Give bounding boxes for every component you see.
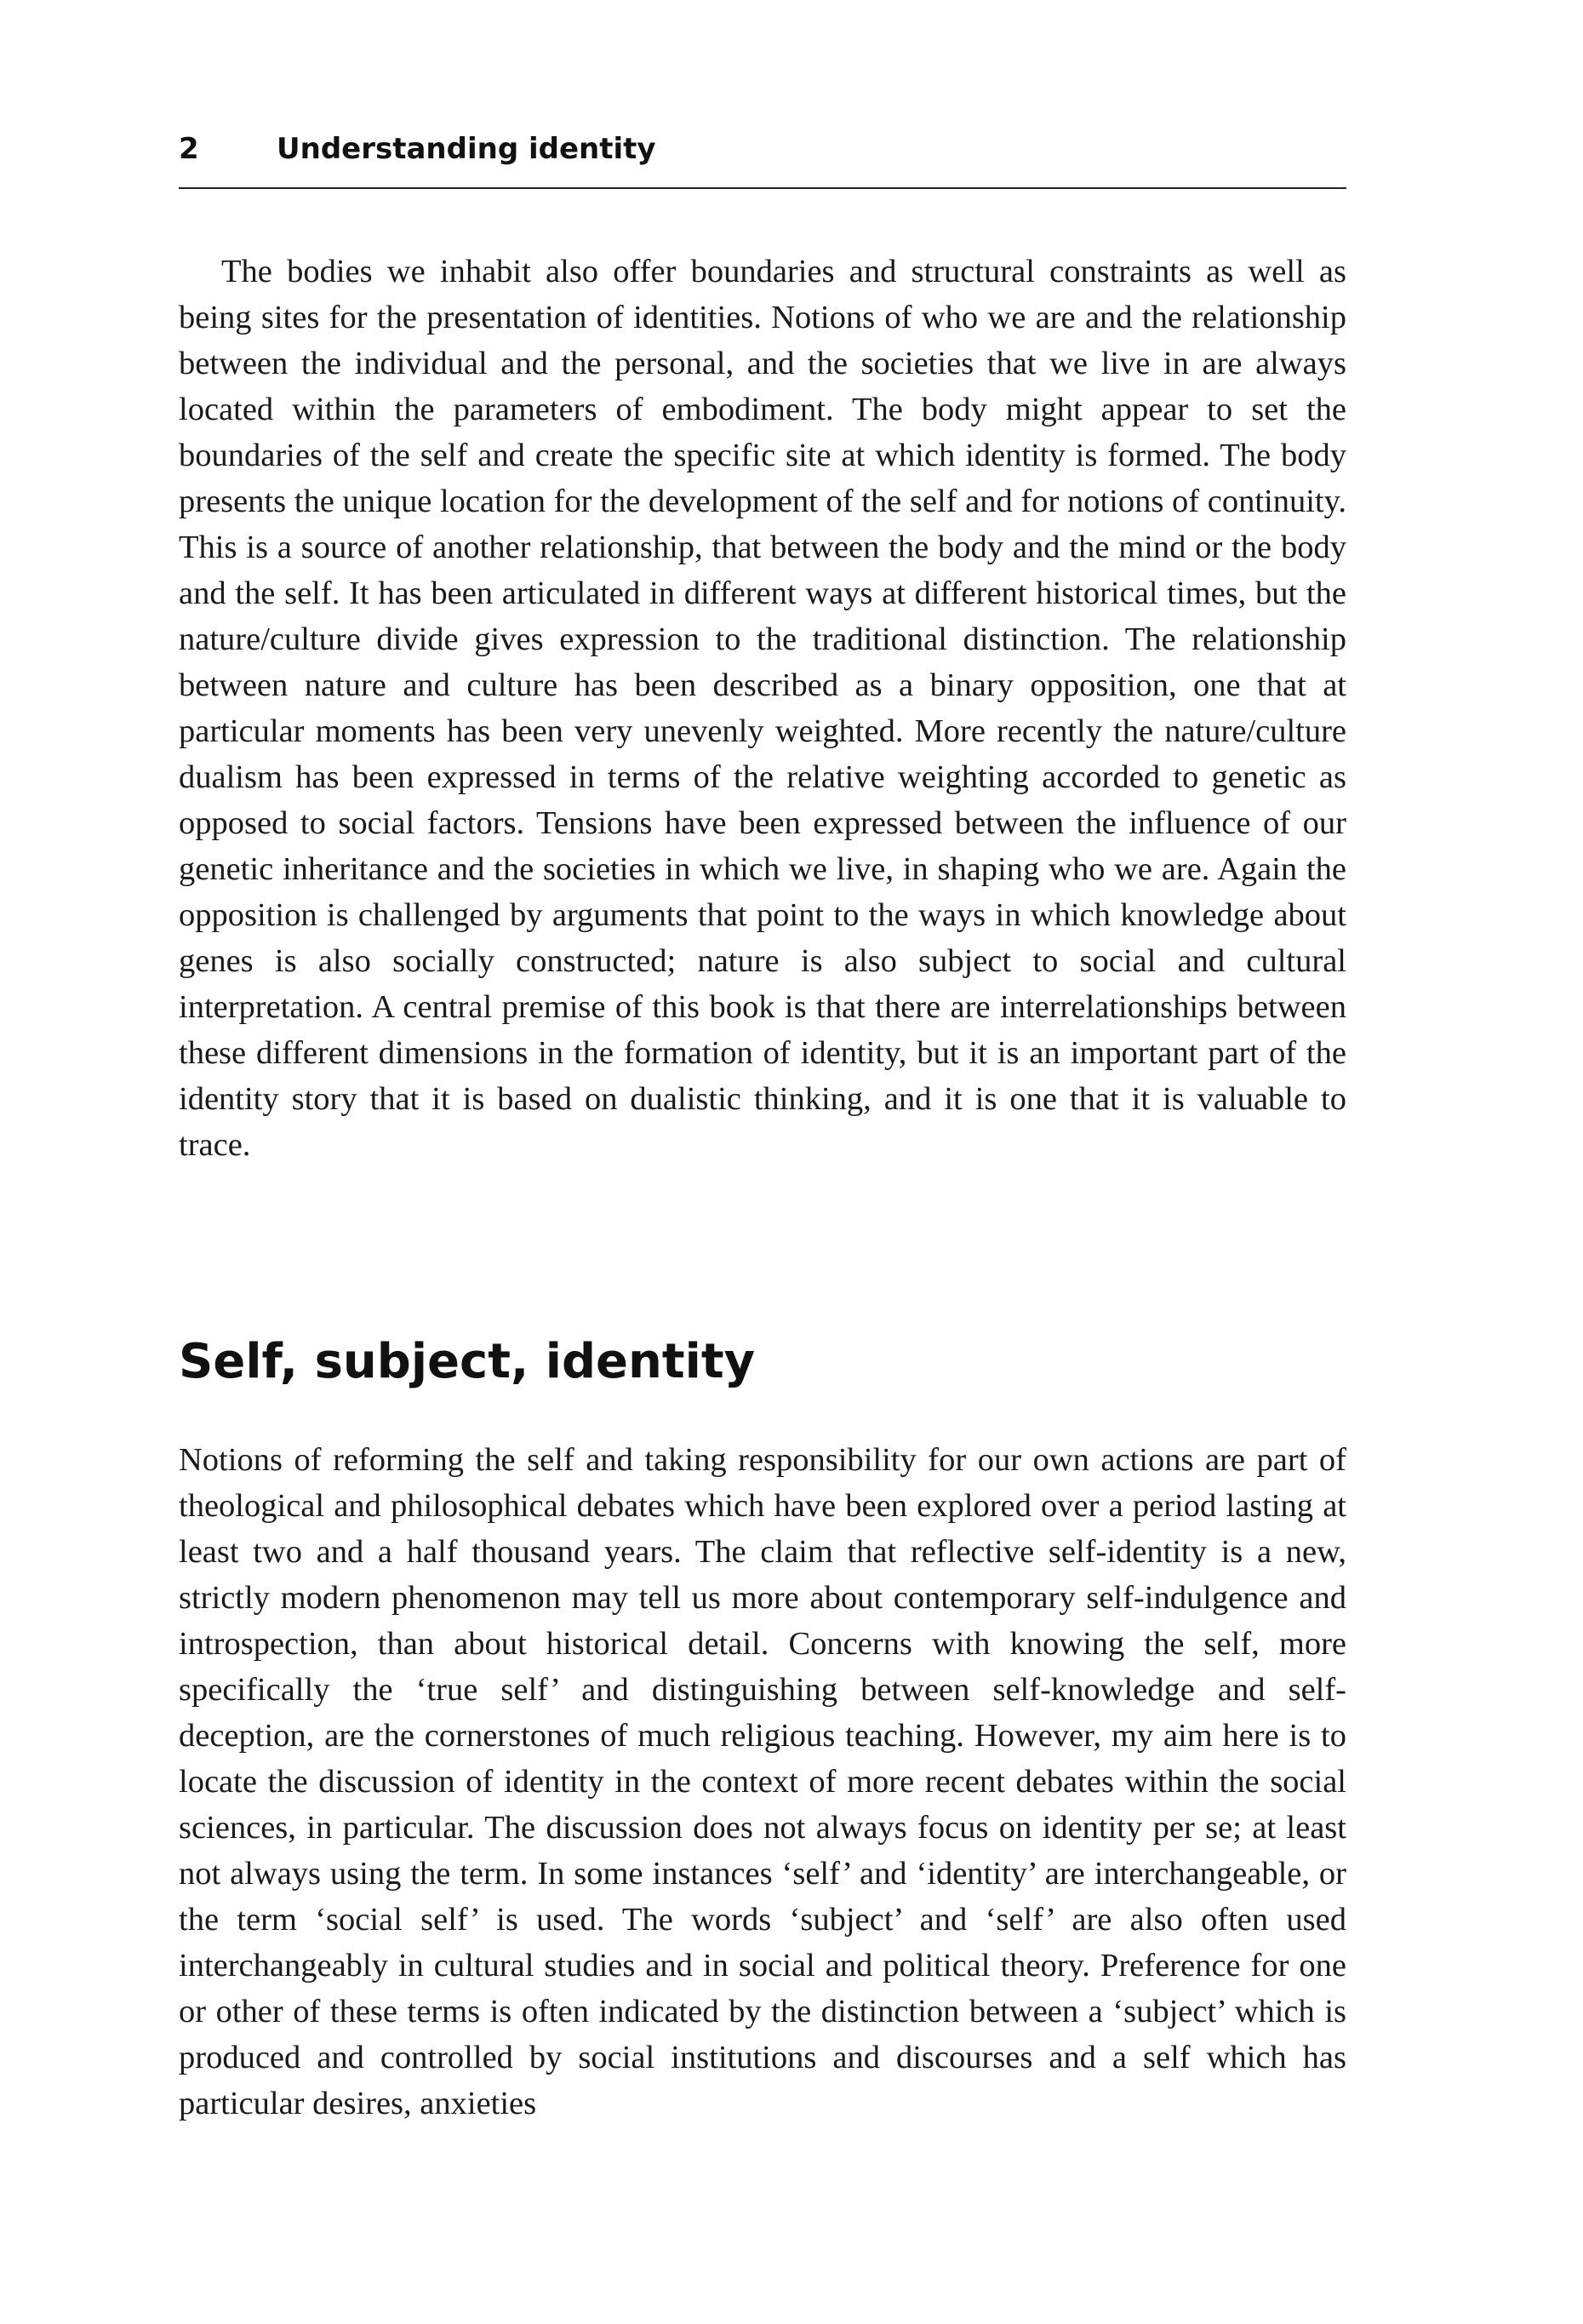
running-head-title: Understanding identity (277, 132, 656, 166)
body-paragraph-1: The bodies we inhabit also offer boundaries and structural constraints as well as being sites for the presentation of identities. Notions of who we are and the relationship between the individual and the personal, and the societies that we live in are always located within the parameters of embodiment. The body might appear to set the boundaries of the self and create the specific site at which identity is formed. The body presents the unique location for the development of the self and for notions of continuity. This is a source of another relationship, that between the body and the mind or the body and the self. It has been articulated in different ways at different historical times, but the nature/culture divide gives expression to the traditional distinction. The relationship between nature and culture has been described as a binary opposition, one that at particular moments has been very unevenly weighted. More recently the nature/culture dualism has been expressed in terms of the relative weighting accorded to genetic as opposed to social factors. Tensions have been expressed between the influence of our genetic inheritance and the societies in which we live, in shaping who we are. Again the opposition is challenged by arguments that point to the ways in which knowledge about genes is also socially constructed; nature is also subject to social and cultural interpretation. A central premise of this book is that there are interrelationships between these different dimensions in the formation of identity, but it is an important part of the identity story that it is based on dualistic thinking, and it is one that it is valuable to trace. (179, 254, 1346, 1163)
body-paragraph-2: Notions of reforming the self and taking responsibility for our own actions are part of theological and philosophical debates which have been explored over a period lasting at least two and a half thousand years. The claim that reflective self-identity is a new, strictly modern phenomenon may tell us more about contemporary self-indulgence and introspection, than about historical detail. Concerns with knowing the self, more specifically the ‘true self’ and distinguishing between self-knowledge and self-deception, are the cornerstones of much religious teaching. However, my aim here is to locate the discussion of identity in the context of more recent debates within the social sciences, in particular. The discussion does not always focus on identity per se; at least not always using the term. In some instances ‘self’ and ‘identity’ are interchangeable, or the term ‘social self’ is used. The words ‘subject’ and ‘self’ are also often used interchangeably in cultural studies and in social and political theory. Preference for one or other of these terms is often indicated by the distinction between a ‘subject’ which is produced and controlled by social institutions and discourses and a self which has particular desires, anxieties (179, 1442, 1346, 2121)
section-heading: Self, subject, identity (179, 1334, 756, 1389)
page-number: 2 (179, 132, 199, 166)
running-head (179, 128, 1346, 189)
